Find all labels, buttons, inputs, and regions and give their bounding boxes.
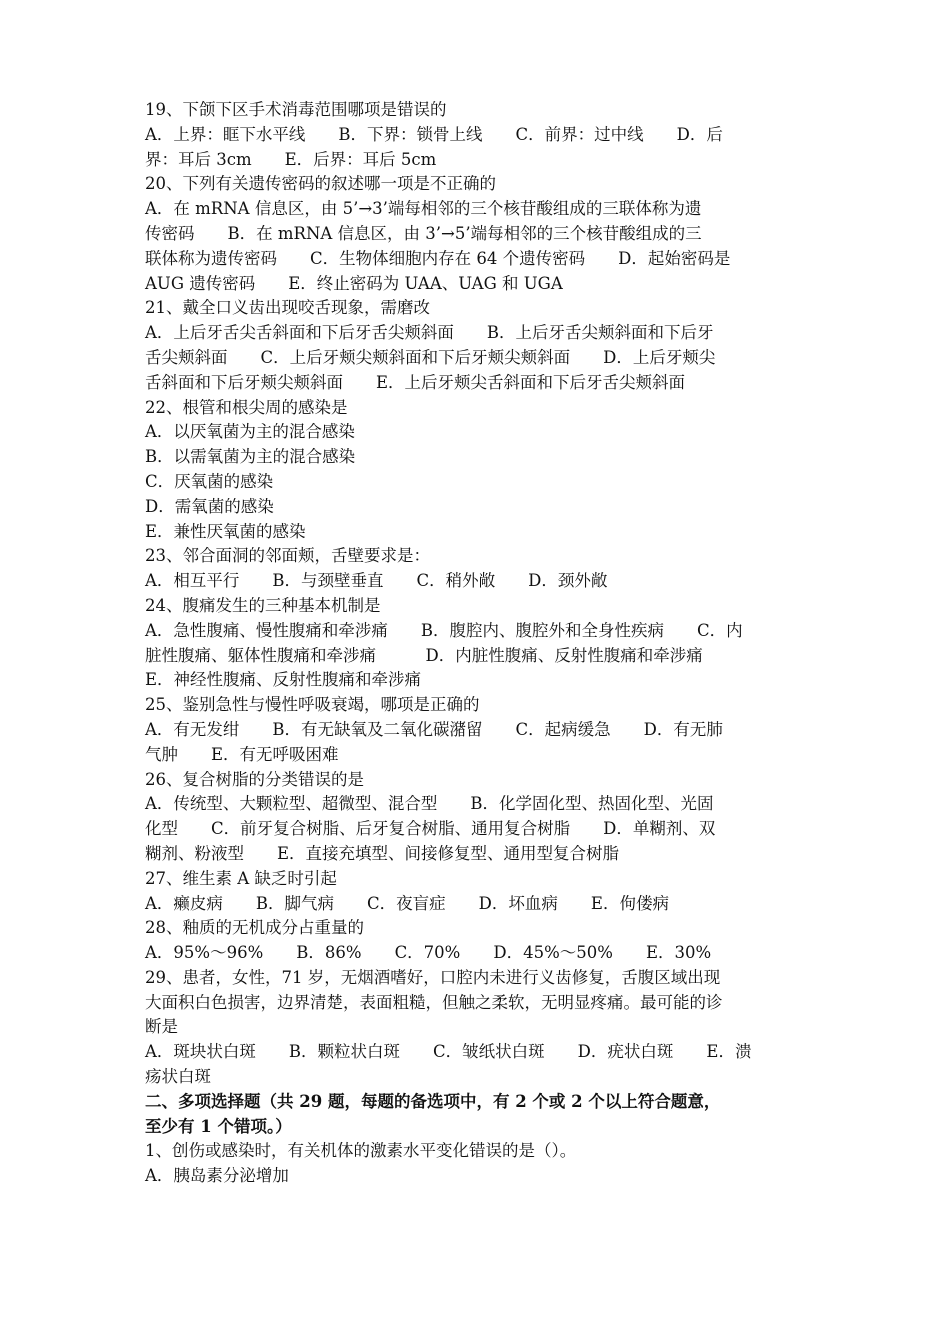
text-line: 28、釉质的无机成分占重量的 [145,918,364,938]
text-line: 27、维生素 A 缺乏时引起 [145,868,337,888]
text-line: A．急性腹痛、慢性腹痛和牵涉痛 B．腹腔内、腹腔外和全身性疾病 C．内 [145,620,743,640]
text-line: 25、鉴别急性与慢性呼吸衰竭，哪项是正确的 [145,695,480,715]
text-line: 传密码 B．在 mRNA 信息区，由 3’→5’端每相邻的三个核苷酸组成的三 [145,223,702,243]
text-line: 舌尖颊斜面 C．上后牙颊尖颊斜面和下后牙颊尖颊斜面 D．上后牙颊尖 [145,347,716,367]
text-line: 脏性腹痛、躯体性腹痛和牵涉痛 D．内脏性腹痛、反射性腹痛和牵涉痛 [145,645,703,665]
text-line: D．需氧菌的感染 [145,496,274,516]
text-line: 界：耳后 3cm E．后界：耳后 5cm [145,149,437,169]
text-line: 气肿 E．有无呼吸困难 [145,744,339,764]
text-line: 26、复合树脂的分类错误的是 [145,769,364,789]
text-line: 19、下颌下区手术消毒范围哪项是错误的 [145,100,447,119]
text-line: A．上后牙舌尖舌斜面和下后牙舌尖颊斜面 B．上后牙舌尖颊斜面和下后牙 [145,323,714,343]
text-line: 1、创伤或感染时，有关机体的激素水平变化错误的是（）。 [145,1141,577,1161]
text-line: 21、戴全口义齿出现咬舌现象，需磨改 [145,298,430,318]
text-line: B．以需氧菌为主的混合感染 [145,447,356,467]
text-line: A．在 mRNA 信息区，由 5’→3’端每相邻的三个核苷酸组成的三联体称为遗 [145,199,702,219]
text-line: A．传统型、大颗粒型、超微型、混合型 B．化学固化型、热固化型、光固 [145,794,714,814]
text-line: 20、下列有关遗传密码的叙述哪一项是不正确的 [145,174,496,194]
text-line: E．神经性腹痛、反射性腹痛和牵涉痛 [145,670,422,690]
text-line: A．95%～96% B．86% C．70% D．45%～50% E．30% [145,943,712,963]
text-line: 大面积白色损害，边界清楚，表面粗糙，但触之柔软，无明显疼痛。最可能的诊 [145,992,723,1012]
text-line: C．厌氧菌的感染 [145,471,274,491]
text-line: 断是 [145,1017,178,1037]
text-line: 化型 C．前牙复合树脂、后牙复合树脂、通用复合树脂 D．单糊剂、双 [145,819,716,839]
text-line: E．兼性厌氧菌的感染 [145,521,306,541]
text-line: 糊剂、粉液型 E．直接充填型、间接修复型、通用型复合树脂 [145,843,620,863]
text-line: A．有无发绀 B．有无缺氧及二氧化碳潴留 C．起病缓急 D．有无肺 [145,719,723,739]
text-line: A．相互平行 B．与颈壁垂直 C．稍外敞 D．颈外敞 [145,571,608,591]
text-line: A．斑块状白斑 B．颗粒状白斑 C．皱纸状白斑 D．疣状白斑 E．溃 [145,1042,752,1062]
section-heading: 至少有 1 个错项。） [145,1116,292,1136]
text-line: A．胰岛素分泌增加 [145,1166,289,1186]
text-line: 24、腹痛发生的三种基本机制是 [145,595,381,615]
text-line: 联体称为遗传密码 C．生物体细胞内存在 64 个遗传密码 D．起始密码是 [145,248,731,268]
document-page [145,98,807,1189]
text-line: 舌斜面和下后牙颊尖颊斜面 E．上后牙颊尖舌斜面和下后牙舌尖颊斜面 [145,372,686,392]
text-line: 22、根管和根尖周的感染是 [145,397,348,417]
text-line: A．癞皮病 B．脚气病 C．夜盲症 D．坏血病 E．佝偻病 [145,893,669,913]
text-line: AUG 遗传密码 E．终止密码为 UAA、UAG 和 UGA [145,273,563,293]
text-line: A．上界：眶下水平线 B．下界：锁骨上线 C．前界：过中线 D．后 [145,124,723,144]
section-heading: 二、多项选择题（共 29 题，每题的备选项中，有 2 个或 2 个以上符合题意， [145,1091,721,1111]
text-line: 29、患者，女性，71 岁，无烟酒嗜好，口腔内未进行义齿修复，舌腹区域出现 [145,967,721,987]
text-line: 23、邻合面洞的邻面颊，舌壁要求是： [145,546,430,566]
text-line: 疡状白斑 [145,1067,211,1087]
text-line: A．以厌氧菌为主的混合感染 [145,422,355,442]
